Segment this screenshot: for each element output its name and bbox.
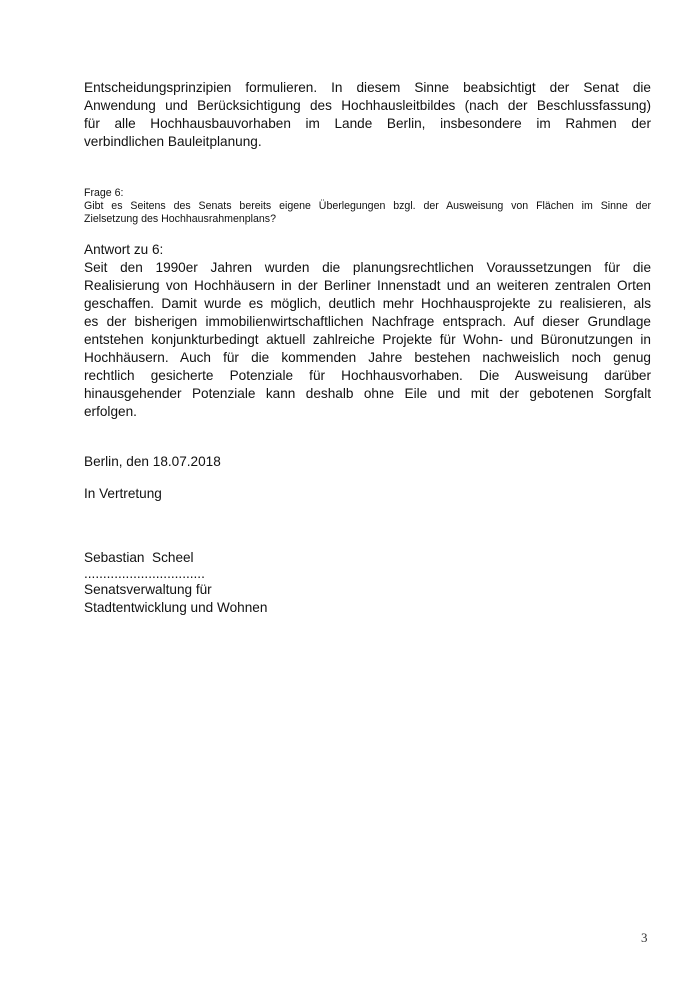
signature-block [84, 549, 651, 617]
department-line: Stadtentwicklung und Wohnen [84, 600, 268, 615]
signature-dots: ................................ [84, 566, 205, 581]
answer-line: entstehen konjunkturbedingt aktuell zahlreiche Projekte für Wohn- und Büronutzungen in [84, 332, 651, 347]
answer-line: Seit den 1990er Jahren wurden die planungsrechtlichen Voraussetzungen für die [84, 260, 651, 275]
intro-line: verbindlichen Bauleitplanung. [84, 134, 262, 149]
place-date [84, 453, 651, 471]
intro-line: Anwendung und Berücksichtigung des Hochhausleitbildes (nach der Beschlussfassung) [84, 98, 651, 113]
page-number: 3 [641, 930, 648, 945]
signatory-name: Sebastian Scheel [84, 550, 194, 565]
answer-line: Realisierung von Hochhäusern in der Berliner Innenstadt und an weiteren zentralen Orten [84, 278, 651, 293]
answer-line: Hochhäusern. Auch für die kommenden Jahre bestehen nachweislich noch genug [84, 350, 651, 365]
question-line: Zielsetzung des Hochhausrahmenplans? [84, 213, 276, 225]
answer-line: hinausgehender Potenziale kann deshalb ohne Eile und mit der gebotenen Sorgfalt [84, 386, 651, 401]
place-date-text: Berlin, den 18.07.2018 [84, 454, 221, 469]
question-line: Gibt es Seitens des Senats bereits eigene Überlegungen bzgl. der Ausweisung von Flächen im Sinne der [84, 200, 651, 212]
answer-line: rechtlich gesicherte Potenziale für Hochhausvorhaben. Die Ausweisung darüber [84, 368, 651, 383]
question-label: Frage 6: [84, 187, 124, 199]
answer-section [84, 241, 651, 421]
representation-note [84, 485, 651, 503]
answer-line: geschaffen. Damit wurde es möglich, deutlich mehr Hochhausprojekte zu realisieren, als [84, 296, 651, 311]
intro-line: für alle Hochhausbauvorhaben im Lande Berlin, insbesondere im Rahmen der [84, 116, 651, 131]
answer-line: erfolgen. [84, 404, 137, 419]
question-section [84, 187, 651, 226]
department-line: Senatsverwaltung für [84, 582, 212, 597]
intro-paragraph [84, 79, 651, 151]
answer-label: Antwort zu 6: [84, 242, 164, 257]
answer-line: es der bisherigen immobilienwirtschaftlichen Nachfrage entsprach. Auf dieser Grundlage [84, 314, 651, 329]
representation-text: In Vertretung [84, 486, 162, 501]
intro-line: Entscheidungsprinzipien formulieren. In diesem Sinne beabsichtigt der Senat die [84, 80, 651, 95]
